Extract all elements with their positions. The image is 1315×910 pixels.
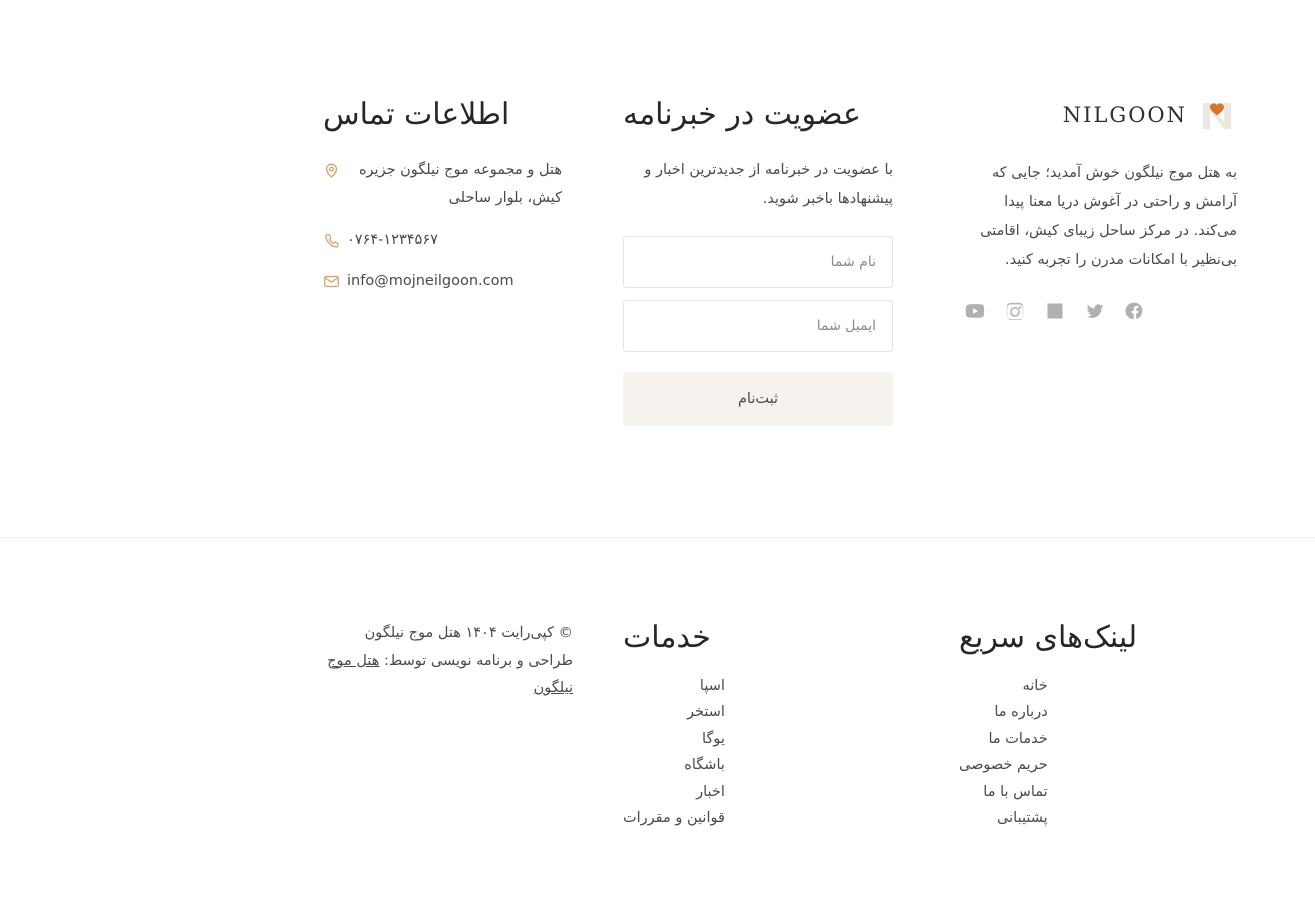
contact-phone-item[interactable] [323,226,438,254]
quick-link-item[interactable]: درباره ما [994,704,1048,721]
quick-link-item[interactable]: خدمات ما [988,730,1048,747]
contact-address-text: هتل و مجموعه موج نیلگون جزیره کیش، بلوار ساحلی [358,162,562,207]
quick-link-item[interactable]: پشتیبانی [997,809,1048,826]
service-item[interactable]: باشگاه [684,757,725,774]
phone-icon [323,232,340,249]
service-item[interactable]: قوانین و مقررات [623,809,725,826]
contact-address-item [323,156,562,213]
footer-divider [0,537,1315,538]
linkedin-icon[interactable] [1045,301,1065,321]
quick-link-item[interactable]: تماس با ما [983,783,1048,800]
brand-lockup [959,95,1237,135]
contact-phone-text: ۰۷۶۴-۱۲۳۴۵۶۷ [347,231,438,248]
services-list [623,673,725,831]
quick-links-list [959,673,1048,831]
copyright-line-2 [323,648,573,703]
newsletter-email-input[interactable] [623,300,893,352]
contact-email-item[interactable] [323,267,514,295]
newsletter-title: عضویت در خبرنامه [623,97,861,132]
brand-name: NILGOON [1062,103,1187,127]
copyright-column [323,620,593,831]
credit-link[interactable]: هتل موج نیلگون [327,652,573,697]
services-title: خدمات [623,620,711,655]
newsletter-description: با عضویت در خبرنامه از جدیدترین اخبار و پیشنهادها باخبر شوید. [644,162,893,207]
quick-links-column [959,620,1237,831]
quick-link-item[interactable]: حریم خصوصی [959,757,1048,774]
mail-icon [323,273,340,290]
brand-column [959,95,1237,426]
location-pin-icon [323,162,340,179]
footer-bottom-section [0,620,1315,831]
facebook-icon[interactable] [1125,301,1145,321]
quick-links-title: لینک‌های سریع [959,620,1138,655]
instagram-icon[interactable] [1005,301,1025,321]
contact-email-text: info@mojneilgoon.com [347,272,514,289]
contact-column [323,95,593,426]
nilgoon-mark-icon [1197,95,1237,135]
quick-link-item[interactable]: خانه [1022,678,1048,694]
service-item[interactable]: یوگا [702,730,725,747]
social-links [959,301,1237,321]
service-item[interactable]: استخر [686,704,725,721]
copyright-line-1: © کپی‌رایت ۱۴۰۴ هتل موج نیلگون [364,625,573,641]
footer-top-section [0,0,1315,426]
newsletter-submit-button[interactable]: ثبت‌نام [623,372,893,426]
contact-title: اطلاعات تماس [323,97,510,132]
credit-prefix: طراحی و برنامه نویسی توسط: [379,652,573,669]
newsletter-column [623,95,923,426]
service-item[interactable]: اسپا [699,678,725,694]
services-column [623,620,923,831]
youtube-icon[interactable] [965,301,985,321]
newsletter-name-input[interactable] [623,236,893,288]
twitter-icon[interactable] [1085,301,1105,321]
brand-description: به هتل موج نیلگون خوش آمدید؛ جایی که آرامش و راحتی در آغوش دریا معنا پیدا می‌کند. در مرکز ساحل زیبای کیش، اقامتی بی‌نظیر با امکانات مدرن را تجربه کنید. [980,165,1237,268]
service-item[interactable]: اخبار [696,783,725,800]
